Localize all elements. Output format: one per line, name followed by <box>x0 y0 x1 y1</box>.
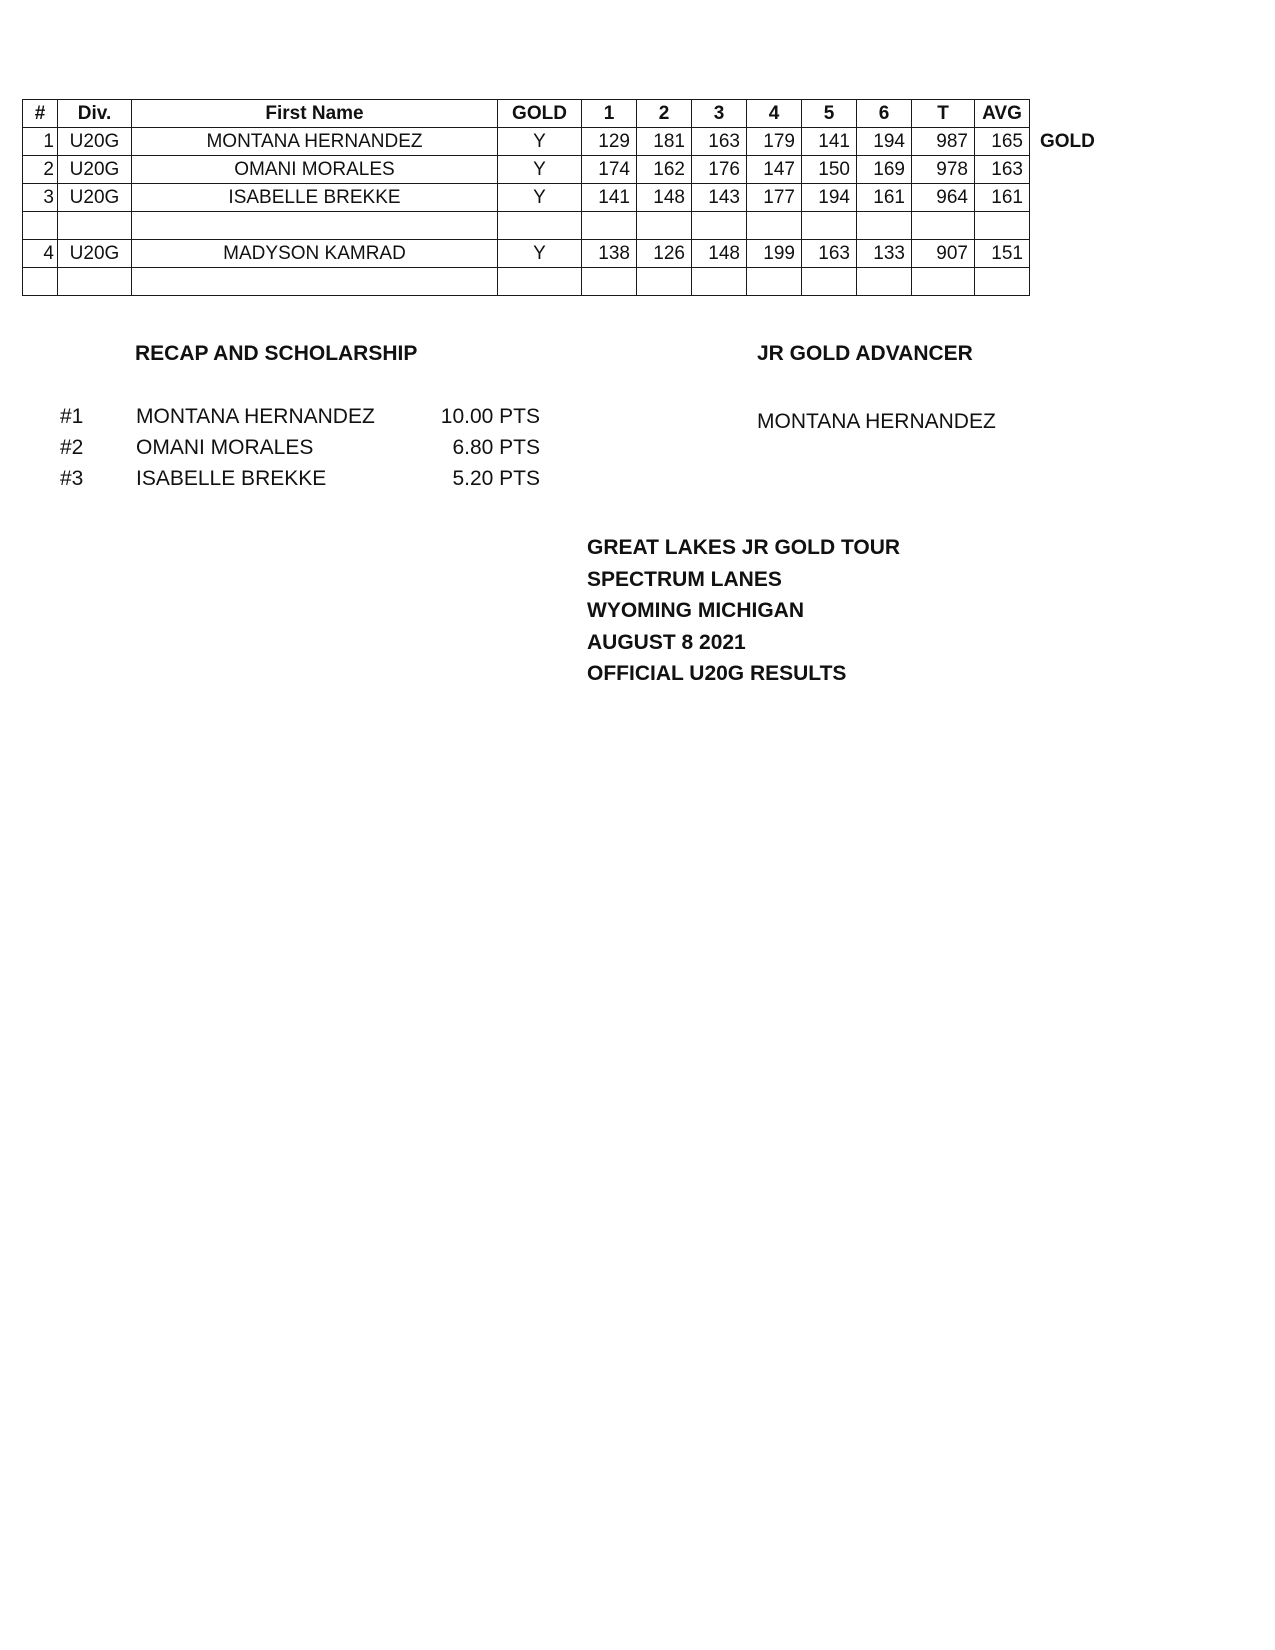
row-gold: Y <box>498 128 582 156</box>
row-game-3: 176 <box>692 156 747 184</box>
row-game-3: 163 <box>692 128 747 156</box>
row-game-5: 150 <box>802 156 857 184</box>
recap-name: MONTANA HERNANDEZ <box>136 405 375 428</box>
header-first-name: First Name <box>132 100 498 128</box>
advancer-heading: JR GOLD ADVANCER <box>757 342 973 365</box>
row-game-3: 148 <box>692 240 747 268</box>
recap-rank: #2 <box>60 436 84 459</box>
row-division: U20G <box>58 240 132 268</box>
row-game-1: 129 <box>582 128 637 156</box>
row-game-4: 147 <box>747 156 802 184</box>
row-total: 907 <box>912 240 975 268</box>
table-header-row <box>23 100 1030 128</box>
row-name: MADYSON KAMRAD <box>132 240 498 268</box>
header-gold: GOLD <box>498 100 582 128</box>
recap-points: 10.00 PTS <box>440 405 540 428</box>
header-division: Div. <box>58 100 132 128</box>
event-tour: GREAT LAKES JR GOLD TOUR <box>587 536 901 559</box>
row-game-2: 148 <box>637 184 692 212</box>
results-table <box>22 99 1030 296</box>
row-game-1: 138 <box>582 240 637 268</box>
recap-points: 5.20 PTS <box>452 467 540 490</box>
row-average: 163 <box>975 156 1030 184</box>
row-game-6: 133 <box>857 240 912 268</box>
recap-heading: RECAP AND SCHOLARSHIP <box>135 342 418 365</box>
event-info <box>587 532 900 690</box>
gold-marker: GOLD <box>1040 131 1095 152</box>
row-average: 151 <box>975 240 1030 268</box>
row-division: U20G <box>58 128 132 156</box>
row-game-3: 143 <box>692 184 747 212</box>
row-division: U20G <box>58 184 132 212</box>
table-row <box>23 184 1030 212</box>
row-rank: 1 <box>23 128 58 156</box>
recap-entry <box>60 467 540 497</box>
row-game-5: 141 <box>802 128 857 156</box>
row-game-6: 161 <box>857 184 912 212</box>
header-game-6: 6 <box>857 100 912 128</box>
recap-rank: #1 <box>60 405 84 428</box>
recap-name: ISABELLE BREKKE <box>136 467 327 490</box>
header-game-1: 1 <box>582 100 637 128</box>
recap-points: 6.80 PTS <box>452 436 540 459</box>
row-average: 161 <box>975 184 1030 212</box>
row-game-2: 181 <box>637 128 692 156</box>
row-game-6: 169 <box>857 156 912 184</box>
row-game-6: 194 <box>857 128 912 156</box>
row-game-4: 177 <box>747 184 802 212</box>
event-venue: SPECTRUM LANES <box>587 567 782 591</box>
row-total: 964 <box>912 184 975 212</box>
row-game-2: 162 <box>637 156 692 184</box>
event-title: OFFICIAL U20G RESULTS <box>587 662 847 685</box>
row-total: 978 <box>912 156 975 184</box>
row-rank: 2 <box>23 156 58 184</box>
table-row-empty <box>23 212 1030 240</box>
header-game-3: 3 <box>692 100 747 128</box>
row-game-2: 126 <box>637 240 692 268</box>
header-total: T <box>912 100 975 128</box>
row-name: MONTANA HERNANDEZ <box>132 128 498 156</box>
header-game-2: 2 <box>637 100 692 128</box>
header-rank: # <box>23 100 58 128</box>
header-game-5: 5 <box>802 100 857 128</box>
row-gold: Y <box>498 184 582 212</box>
header-game-4: 4 <box>747 100 802 128</box>
row-average: 165 <box>975 128 1030 156</box>
table-row <box>23 128 1030 156</box>
row-gold: Y <box>498 240 582 268</box>
row-game-5: 163 <box>802 240 857 268</box>
row-game-1: 174 <box>582 156 637 184</box>
recap-entry <box>60 405 540 435</box>
advancer-name: MONTANA HERNANDEZ <box>757 410 996 433</box>
table-row-empty <box>23 268 1030 296</box>
recap-entry <box>60 436 540 466</box>
row-total: 987 <box>912 128 975 156</box>
event-location: WYOMING MICHIGAN <box>587 599 804 622</box>
event-date: AUGUST 8 2021 <box>587 630 746 654</box>
recap-rank: #3 <box>60 467 84 490</box>
table-row <box>23 240 1030 268</box>
table-row <box>23 156 1030 184</box>
row-game-5: 194 <box>802 184 857 212</box>
row-name: OMANI MORALES <box>132 156 498 184</box>
header-average: AVG <box>975 100 1030 128</box>
row-game-4: 199 <box>747 240 802 268</box>
recap-name: OMANI MORALES <box>136 436 314 459</box>
row-game-1: 141 <box>582 184 637 212</box>
row-division: U20G <box>58 156 132 184</box>
row-name: ISABELLE BREKKE <box>132 184 498 212</box>
row-game-4: 179 <box>747 128 802 156</box>
row-gold: Y <box>498 156 582 184</box>
row-rank: 3 <box>23 184 58 212</box>
row-rank: 4 <box>23 240 58 268</box>
